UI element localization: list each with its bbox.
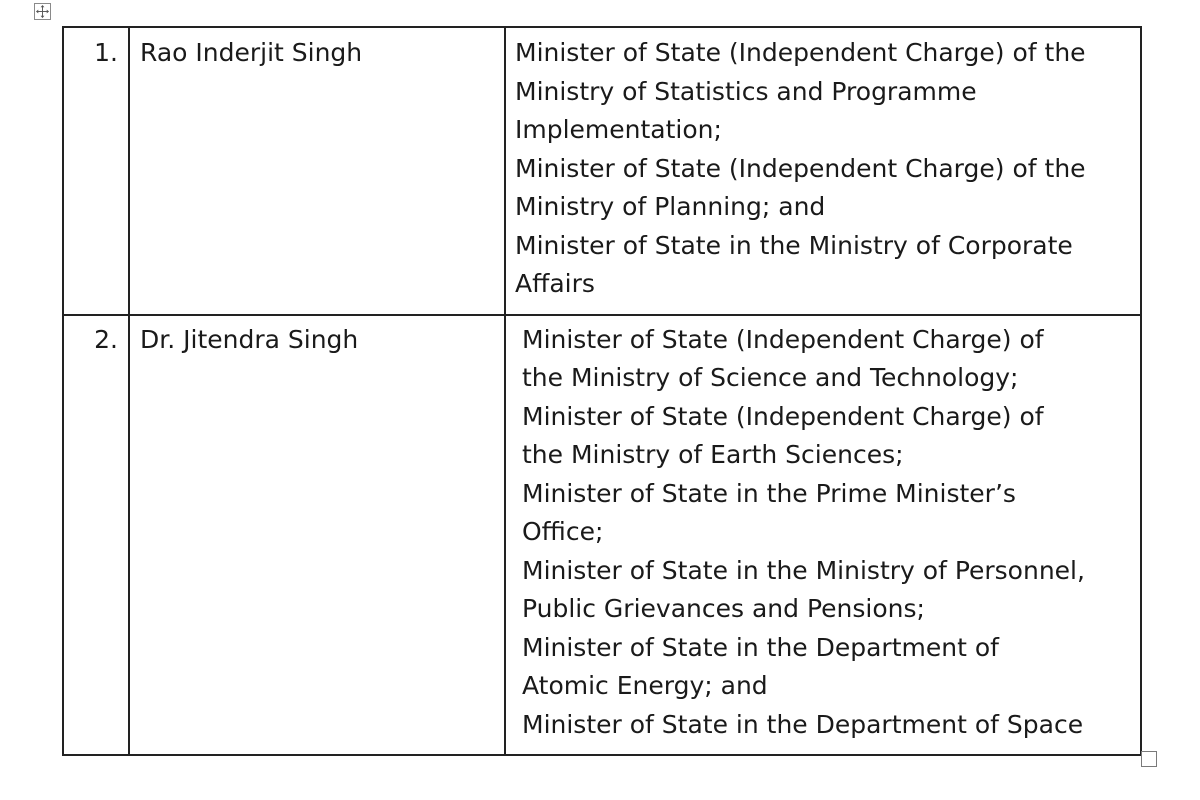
portfolio-line: Affairs xyxy=(515,269,595,298)
portfolio-line: Implementation; xyxy=(515,115,722,144)
portfolio-line: Office; xyxy=(522,517,604,546)
portfolio-line: Minister of State (Independent Charge) of the xyxy=(515,153,1086,183)
portfolio-line: Minister of State in the Department of xyxy=(522,632,999,662)
ministers-table xyxy=(62,26,1142,756)
portfolio-line: the Ministry of Science and Technology; xyxy=(522,363,1019,392)
minister-name: Dr. Jitendra Singh xyxy=(129,315,505,756)
row-number: 1. xyxy=(63,27,129,315)
minister-name: Rao Inderjit Singh xyxy=(129,27,505,315)
portfolio-line: Minister of State (Independent Charge) of xyxy=(522,324,1044,354)
table-row xyxy=(63,27,1141,315)
row-number: 2. xyxy=(63,315,129,756)
portfolio-line: the Ministry of Earth Sciences; xyxy=(522,440,904,469)
portfolio-line: Ministry of Planning; and xyxy=(515,192,826,221)
portfolio-cell xyxy=(505,315,1141,756)
portfolio-line: Atomic Energy; and xyxy=(522,671,768,700)
portfolio-line: Minister of State in the Department of Space xyxy=(522,709,1084,739)
portfolio-cell xyxy=(505,27,1141,315)
portfolio-line: Minister of State (Independent Charge) of xyxy=(522,401,1044,431)
portfolio-line: Minister of State in the Ministry of Personnel, xyxy=(522,555,1085,585)
portfolio-line: Ministry of Statistics and Programme xyxy=(515,76,977,106)
portfolio-line: Public Grievances and Pensions; xyxy=(522,594,925,623)
table-row xyxy=(63,315,1141,756)
portfolio-line: Minister of State (Independent Charge) of the xyxy=(515,38,1086,67)
portfolio-line: Minister of State in the Prime Minister’s xyxy=(522,478,1016,508)
portfolio-line: Minister of State in the Ministry of Corporate xyxy=(515,230,1073,260)
table-move-handle-icon[interactable] xyxy=(34,3,51,20)
table-resize-handle[interactable] xyxy=(1141,751,1157,767)
